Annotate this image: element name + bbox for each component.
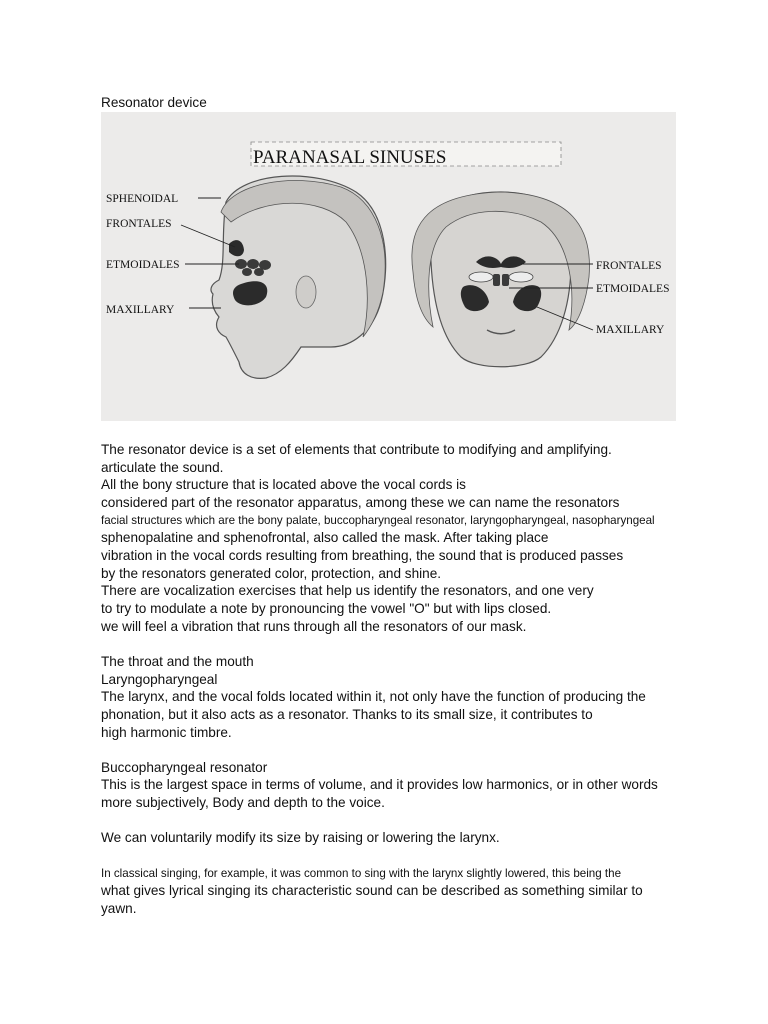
- label-maxillary-left: MAXILLARY: [106, 304, 175, 316]
- paragraph-line: This is the largest space in terms of volume, and it provides low harmonics, or in other words: [101, 777, 658, 792]
- section-heading: Laryngopharyngeal: [101, 672, 218, 687]
- figure-title: PARANASAL SINUSES: [253, 147, 447, 168]
- paragraph-line: In classical singing, for example, it was common to sing with the larynx slightly lowered, this being the: [101, 867, 622, 880]
- paragraph-line: facial structures which are the bony palate, buccopharyngeal resonator, laryngopharyngeal, nasopharyngeal: [101, 514, 655, 527]
- paragraph-line: articulate the sound.: [101, 460, 224, 475]
- paragraph-line: to try to modulate a note by pronouncing the vowel "O" but with lips closed.: [101, 601, 552, 616]
- paragraph-line: vibration in the vocal cords resulting from breathing, the sound that is produced passes: [101, 548, 624, 563]
- paragraph-line: considered part of the resonator apparatus, among these we can name the resonators: [101, 495, 620, 510]
- label-etmoidales-left: ETMOIDALES: [106, 259, 180, 271]
- frontal-head: [412, 192, 590, 367]
- paragraph-line: The larynx, and the vocal folds located within it, not only have the function of producing the: [101, 689, 646, 704]
- paranasal-sinuses-figure: [101, 112, 676, 421]
- label-sphenoidal: SPHENOIDAL: [106, 193, 179, 205]
- paragraph-line: The resonator device is a set of elements that contribute to modifying and amplifying.: [101, 442, 612, 457]
- paragraph-line: sphenopalatine and sphenofrontal, also called the mask. After taking place: [101, 530, 549, 545]
- paragraph-line: what gives lyrical singing its characteristic sound can be described as something similar to: [101, 883, 643, 898]
- paragraph-line: yawn.: [101, 901, 137, 916]
- paragraph-line: There are vocalization exercises that help us identify the resonators, and one very: [101, 583, 594, 598]
- label-etmoidales-right: ETMOIDALES: [596, 283, 670, 295]
- paragraph-line: more subjectively, Body and depth to the voice.: [101, 795, 385, 810]
- label-maxillary-right: MAXILLARY: [596, 324, 665, 336]
- profile-head: [211, 176, 386, 378]
- paragraph-line: phonation, but it also acts as a resonator. Thanks to its small size, it contributes to: [101, 707, 593, 722]
- page-title: Resonator device: [101, 95, 207, 110]
- label-frontales-left: FRONTALES: [106, 218, 172, 230]
- paragraph-line: We can voluntarily modify its size by raising or lowering the larynx.: [101, 830, 500, 845]
- sinuses-illustration: [101, 112, 676, 421]
- paragraph-line: by the resonators generated color, protection, and shine.: [101, 566, 442, 581]
- paragraph-line: All the bony structure that is located above the vocal cords is: [101, 477, 466, 492]
- label-frontales-right: FRONTALES: [596, 260, 662, 272]
- section-heading: The throat and the mouth: [101, 654, 254, 669]
- paragraph-line: we will feel a vibration that runs through all the resonators of our mask.: [101, 619, 527, 634]
- section-heading: Buccopharyngeal resonator: [101, 760, 268, 775]
- paragraph-line: high harmonic timbre.: [101, 725, 232, 740]
